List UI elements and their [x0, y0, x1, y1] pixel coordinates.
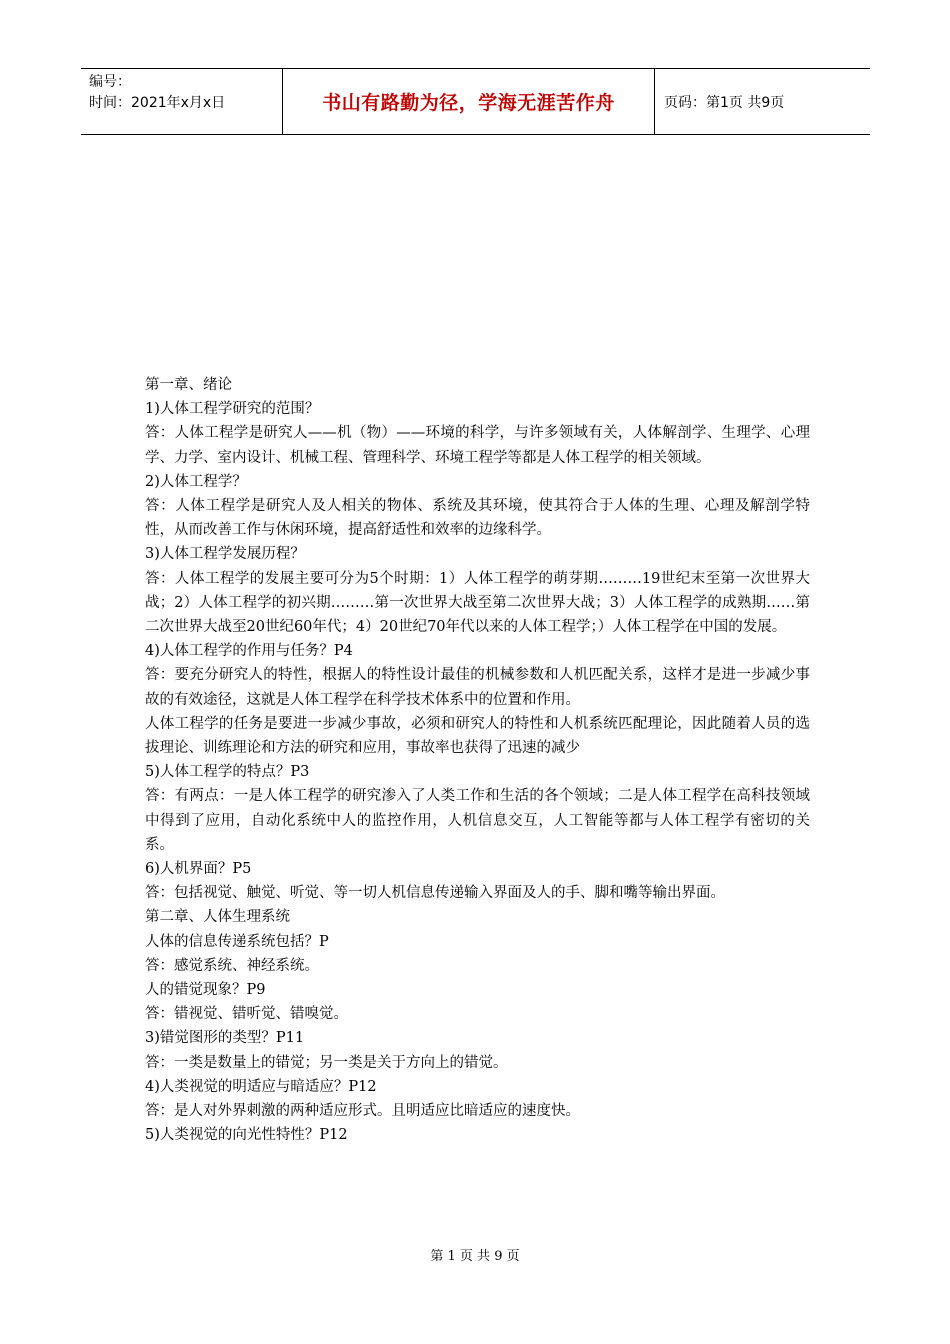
question: 4)人类视觉的明适应与暗适应？P12	[145, 1078, 377, 1095]
answer: 答：是人对外界刺激的两种适应形式。且明适应比暗适应的速度快。	[145, 1103, 580, 1120]
header-meta	[81, 69, 282, 134]
question: 5)人体工程学的特点？P3	[145, 764, 310, 781]
page-footer: 第 1 页 共 9 页	[430, 1249, 520, 1264]
number-label: 编号：	[89, 74, 131, 90]
question: 1)人体工程学研究的范围？	[145, 401, 320, 418]
answer: 答：人体工程学是研究人——机（物）——环境的科学，与许多领域有关，人体解剖学、生理学、心理学、力学、室内设计、机械工程、管理科学、环境工程学等都是人体工程学的相关领域。	[145, 425, 810, 466]
question: 3)错觉图形的类型？P11	[145, 1030, 305, 1047]
time-label: 时间：2021年x月x日	[89, 95, 226, 111]
header-page-info: 页码：第1页 共9页	[664, 94, 785, 111]
answer: 答：要充分研究人的特性，根据人的特性设计最佳的机械参数和人机匹配关系，这样才是进一步减少事故的有效途径，这就是人体工程学在科学技术体系中的位置和作用。	[145, 667, 810, 708]
question: 6)人机界面？P5	[145, 861, 252, 878]
answer: 答：有两点：一是人体工程学的研究渗入了人类工作和生活的各个领域；二是人体工程学在高科技领域中得到了应用，自动化系统中人的监控作用，人机信息交互，人工智能等都与人体工程学有密切的关系。	[145, 788, 810, 853]
answer: 答：人体工程学是研究人及人相关的物体、系统及其环境，使其符合于人体的生理、心理及解剖学特性，从而改善工作与休闲环境，提高舒适性和效率的边缘科学。	[145, 498, 810, 539]
question: 5)人类视觉的向光性特性？P12	[145, 1127, 348, 1144]
document-body	[145, 373, 810, 1148]
question: 人体的信息传递系统包括？P	[145, 933, 329, 950]
question: 人的错觉现象？P9	[145, 982, 266, 999]
answer-continued: 人体工程学的任务是要进一步减少事故，必须和研究人的特性和人机系统匹配理论，因此随着人员的选拔理论、训练理论和方法的研究和应用，事故率也获得了迅速的减少	[145, 715, 810, 757]
header-motto: 书山有路勤为径，学海无涯苦作舟	[282, 69, 655, 134]
question: 4)人体工程学的作用与任务？P4	[145, 643, 353, 660]
answer: 答：一类是数量上的错觉；另一类是关于方向上的错觉。	[145, 1054, 508, 1071]
answer: 答：感觉系统、神经系统。	[145, 957, 319, 974]
question: 2)人体工程学？	[145, 473, 247, 490]
answer: 答：错视觉、错听觉、错嗅觉。	[145, 1006, 348, 1023]
page-header	[81, 68, 870, 135]
chapter-heading: 第二章、人体生理系统	[145, 909, 290, 926]
chapter-heading: 第一章、绪论	[145, 377, 232, 393]
answer: 答：包括视觉、触觉、听觉、等一切人机信息传递输入界面及人的手、脚和嘴等输出界面。	[145, 885, 725, 902]
question: 3)人体工程学发展历程？	[145, 546, 305, 563]
answer: 答：人体工程学的发展主要可分为5个时期：1）人体工程学的萌芽期………19世纪末至第一次世界大战；2）人体工程学的初兴期………第一次世界大战至第二次世界大战；3）人体工程学的成熟期……第二次世界大战至20世纪60年代；4）20世纪70年代以来的人体工程学；）人体工程学在中国的发展。	[145, 570, 810, 636]
